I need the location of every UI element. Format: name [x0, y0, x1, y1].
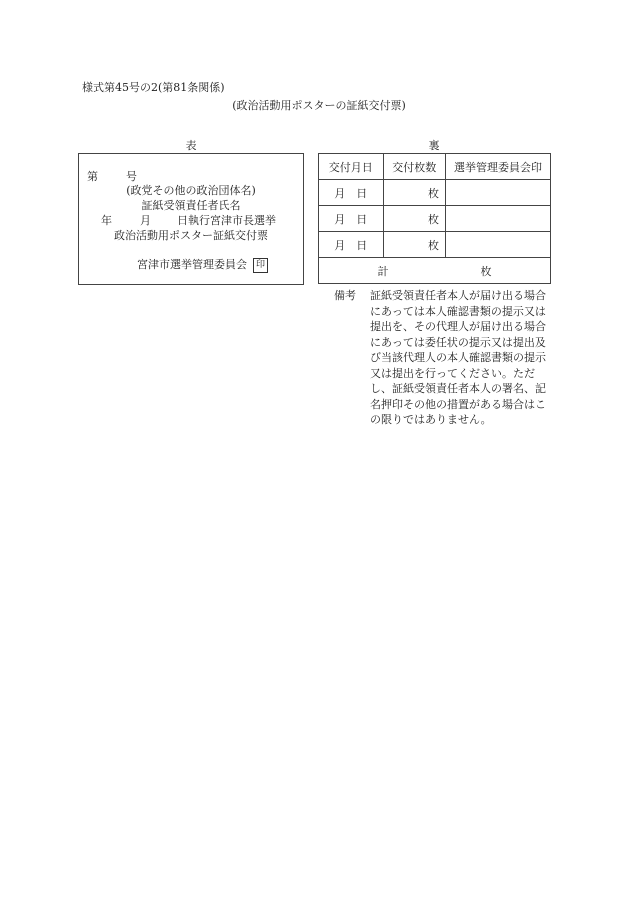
qty-cell: 枚	[383, 180, 446, 206]
day-label: 日	[356, 238, 368, 252]
number-prefix: 第	[87, 170, 98, 183]
table-header-row	[319, 154, 551, 180]
total-row	[319, 258, 551, 284]
back-heading: 裏	[428, 139, 440, 152]
remarks-text: 証紙受領責任者本人が届け出る場合にあっては本人確認書類の提示又は提出を、その代理人が届け出る場合にあっては委任状の提示又は提出及び当該代理人の本人確認書類の提示又は提出を行ってください。ただし、証紙受領責任者本人の署名、記名押印その他の措置がある場合はこの限りではありません。	[370, 289, 546, 426]
date-cell	[319, 206, 384, 232]
table-row	[319, 180, 551, 206]
committee-name: 宮津市選挙管理委員会	[137, 258, 247, 271]
total-cell	[319, 258, 551, 284]
total-label: 計	[377, 264, 389, 278]
day-label: 日	[356, 186, 368, 200]
seal-cell	[446, 232, 551, 258]
date-year: 年	[101, 214, 112, 227]
form-number: 様式第45号の2(第81条関係)	[82, 81, 225, 94]
date-day-election: 日執行宮津市長選挙	[177, 214, 276, 227]
seal-cell	[446, 206, 551, 232]
column-header: 交付月日	[319, 154, 384, 180]
date-cell	[319, 180, 384, 206]
month-label: 月	[334, 238, 346, 252]
issuance-table	[318, 153, 551, 284]
table-row	[319, 206, 551, 232]
qty-cell: 枚	[383, 232, 446, 258]
seal-mark: 印	[253, 258, 268, 273]
day-label: 日	[356, 212, 368, 226]
ticket-title: 政治活動用ポスター証紙交付票	[114, 229, 268, 242]
table-row	[319, 232, 551, 258]
committee-line	[137, 256, 268, 273]
document-subtitle: (政治活動用ポスターの証紙交付票)	[232, 99, 406, 112]
remarks-label: 備考	[334, 289, 356, 302]
month-label: 月	[334, 212, 346, 226]
front-heading: 表	[185, 139, 197, 152]
front-card	[78, 153, 304, 285]
qty-cell: 枚	[383, 206, 446, 232]
number-suffix: 号	[126, 170, 137, 183]
responsible-person: 証紙受領責任者氏名	[141, 199, 241, 212]
date-cell	[319, 232, 384, 258]
remarks	[334, 288, 550, 428]
party-name: (政党その他の政治団体名)	[126, 184, 256, 197]
month-label: 月	[334, 186, 346, 200]
date-month: 月	[140, 214, 151, 227]
column-header: 交付枚数	[383, 154, 446, 180]
total-unit: 枚	[480, 264, 492, 278]
column-header: 選挙管理委員会印	[446, 154, 551, 180]
seal-cell	[446, 180, 551, 206]
election-date-line	[101, 212, 276, 228]
